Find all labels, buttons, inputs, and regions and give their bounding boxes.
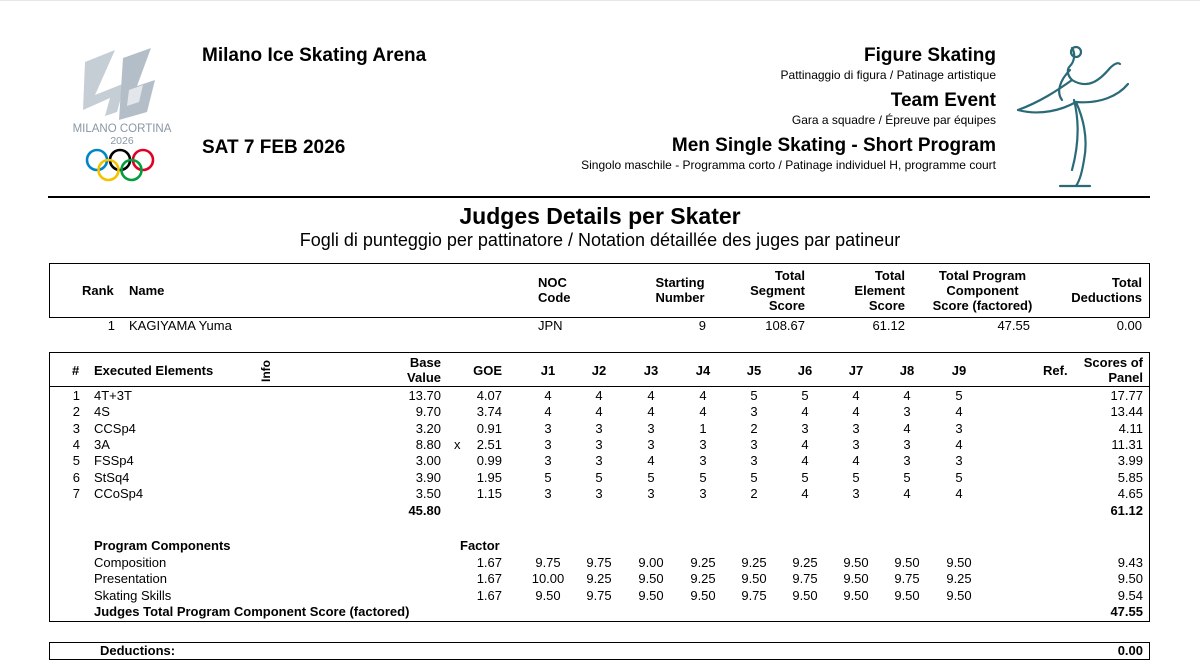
skater-rank: 1 — [107, 318, 115, 333]
component-judge-score: 9.50 — [535, 587, 561, 603]
element-judge-score: 3 — [801, 420, 809, 436]
element-judge-score: 3 — [699, 485, 707, 501]
figure-skating-pictogram — [1010, 40, 1145, 190]
element-base-value: 3.20 — [415, 420, 441, 436]
element-panel-score: 17.77 — [1110, 388, 1143, 403]
element-goe: 2.51 — [476, 436, 502, 452]
page-title: Judges Details per Skater — [459, 203, 741, 229]
element-number: 1 — [72, 388, 80, 403]
col-name: Name — [129, 283, 165, 298]
component-judge-score: 9.50 — [792, 587, 818, 603]
component-judge-score: 9.00 — [638, 555, 664, 570]
element-judge-score: 2 — [750, 485, 758, 501]
col-tss-3: Score — [768, 298, 805, 313]
element-judge-score: 4 — [647, 453, 655, 469]
component-judge-score: 10.00 — [531, 571, 565, 587]
element-judge-score: 3 — [544, 436, 552, 452]
element-panel-score: 11.31 — [1111, 436, 1143, 452]
element-judge-score: 4 — [903, 420, 911, 436]
component-judge-score: 9.50 — [946, 555, 972, 570]
component-judge-score: 9.25 — [690, 571, 716, 587]
component-judge-score: 9.50 — [946, 587, 972, 603]
component-judge-score: 9.25 — [792, 555, 818, 570]
element-panel-score: 4.11 — [1118, 420, 1143, 436]
element-judge-score: 3 — [595, 436, 603, 452]
col-tes-1: Total — [874, 268, 905, 283]
element-judge-score: 3 — [852, 485, 860, 501]
sport-title: Figure Skating — [864, 45, 996, 66]
component-judge-score: 9.50 — [843, 571, 869, 587]
elem-col-j9: J9 — [951, 363, 967, 378]
elements-base-total: 45.80 — [408, 503, 441, 518]
element-judge-score: 1 — [699, 420, 707, 436]
col-start-1: Starting — [655, 275, 705, 290]
deductions-label: Deductions: — [100, 643, 176, 658]
component-factor: 1.67 — [476, 555, 502, 570]
col-pcs-2: Component — [946, 283, 1019, 298]
element-panel-score: 13.44 — [1110, 404, 1143, 420]
element-judge-score: 3 — [647, 420, 655, 436]
elem-col-j5: J5 — [746, 363, 762, 378]
event-subtitle: Gara a squadre / Épreuve par équipes — [791, 113, 996, 127]
element-name: CCSp4 — [94, 420, 136, 436]
element-judge-score: 3 — [852, 420, 860, 436]
element-judge-score: 3 — [595, 485, 603, 501]
component-judge-score: 9.50 — [894, 587, 920, 603]
element-judge-score: 3 — [595, 453, 603, 469]
element-name: StSq4 — [94, 469, 130, 485]
col-ded-2: Deductions — [1071, 290, 1142, 305]
elem-col-panel-2: Panel — [1108, 370, 1143, 385]
logo-text: MILANO CORTINA — [72, 123, 172, 135]
element-base-value: 3.90 — [415, 469, 441, 485]
element-judge-score: 3 — [903, 436, 911, 452]
element-goe: 4.07 — [476, 388, 502, 403]
header-rule — [48, 196, 1150, 198]
skater-noc: JPN — [538, 318, 563, 333]
component-judge-score: 9.25 — [741, 555, 767, 570]
element-number: 3 — [72, 420, 80, 436]
element-judge-score: 5 — [801, 388, 809, 403]
component-judge-score: 9.50 — [638, 587, 664, 603]
elem-col-j7: J7 — [848, 363, 864, 378]
element-name: 3A — [94, 436, 110, 452]
component-factor: 1.67 — [476, 571, 502, 587]
component-judge-score: 9.50 — [894, 555, 920, 570]
deductions-value: 0.00 — [1117, 643, 1143, 658]
segment-title: Men Single Skating - Short Program — [671, 135, 996, 156]
element-judge-score: 4 — [595, 404, 603, 420]
components-factor-label: Factor — [460, 538, 500, 553]
element-panel-score: 5.85 — [1117, 469, 1143, 485]
col-tes-3: Score — [868, 298, 905, 313]
component-name: Skating Skills — [94, 587, 172, 603]
element-goe: 0.99 — [476, 453, 502, 469]
element-judge-score: 4 — [647, 388, 655, 403]
component-panel-score: 9.43 — [1117, 555, 1143, 570]
element-judge-score: 4 — [852, 404, 860, 420]
element-judge-score: 5 — [903, 469, 911, 485]
component-name: Presentation — [94, 571, 167, 587]
event-title: Team Event — [890, 90, 996, 111]
element-name: FSSp4 — [94, 453, 134, 469]
skater-pcs: 47.55 — [997, 318, 1030, 333]
component-judge-score: 9.50 — [690, 587, 716, 603]
components-total-value: 47.55 — [1110, 604, 1143, 619]
element-number: 4 — [72, 436, 80, 452]
olympic-rings-icon — [87, 150, 153, 180]
sport-subtitle: Pattinaggio di figura / Patinage artistique — [780, 68, 996, 82]
element-name: CCoSp4 — [94, 485, 144, 501]
element-judge-score: 4 — [801, 404, 809, 420]
element-judge-score: 4 — [903, 485, 911, 501]
element-judge-score: 5 — [852, 469, 860, 485]
component-panel-score: 9.54 — [1117, 587, 1143, 603]
element-judge-score: 3 — [750, 453, 758, 469]
component-judge-score: 9.75 — [741, 587, 767, 603]
element-judge-score: 2 — [750, 420, 758, 436]
element-judge-score: 4 — [647, 404, 655, 420]
element-goe: 1.15 — [476, 485, 502, 501]
col-noc-1: NOC — [538, 275, 567, 290]
element-judge-score: 3 — [750, 436, 758, 452]
elem-col-j2: J2 — [591, 363, 607, 378]
element-base-value: 3.50 — [415, 485, 441, 501]
element-judge-score: 3 — [903, 404, 911, 420]
col-ded-1: Total — [1111, 275, 1142, 290]
venue-name: Milano Ice Skating Arena — [202, 45, 427, 66]
component-judge-score: 9.25 — [586, 571, 612, 587]
segment-subtitle: Singolo maschile - Programma corto / Patinage individuel H, programme court — [581, 158, 996, 172]
element-base-value: 9.70 — [415, 404, 441, 420]
components-heading: Program Components — [94, 538, 231, 553]
element-judge-score: 3 — [647, 485, 655, 501]
component-judge-score: 9.75 — [894, 571, 920, 587]
elem-col-j4: J4 — [695, 363, 711, 378]
element-judge-score: 5 — [544, 469, 552, 485]
element-judge-score: 4 — [801, 453, 809, 469]
component-judge-score: 9.50 — [741, 571, 767, 587]
components-total-label: Judges Total Program Component Score (factored) — [94, 604, 410, 619]
element-judge-score: 4 — [955, 404, 963, 420]
element-bonus-mark: x — [454, 436, 461, 452]
skater-tes: 61.12 — [872, 318, 905, 333]
element-number: 5 — [72, 453, 80, 469]
col-tss-1: Total — [774, 268, 805, 283]
component-judge-score: 9.75 — [586, 587, 612, 603]
skater-start-number: 9 — [698, 318, 706, 333]
element-panel-score: 3.99 — [1117, 453, 1143, 469]
element-judge-score: 5 — [750, 469, 758, 485]
col-start-2: Number — [655, 290, 705, 305]
element-judge-score: 3 — [955, 420, 963, 436]
elem-col-info: Info — [259, 360, 273, 382]
col-tes-2: Element — [854, 283, 905, 298]
element-judge-score: 4 — [955, 436, 963, 452]
elem-col-goe: GOE — [473, 363, 502, 378]
element-judge-score: 3 — [750, 404, 758, 420]
element-base-value: 3.00 — [415, 453, 441, 469]
skater-name: KAGIYAMA Yuma — [129, 318, 232, 333]
element-judge-score: 3 — [647, 436, 655, 452]
element-judge-score: 5 — [955, 388, 963, 403]
element-base-value: 13.70 — [408, 388, 441, 403]
element-judge-score: 3 — [955, 453, 963, 469]
component-judge-score: 9.75 — [586, 555, 612, 570]
skater-tss: 108.67 — [765, 318, 805, 333]
top-border — [0, 0, 1200, 1]
element-goe: 0.91 — [476, 420, 502, 436]
element-judge-score: 3 — [903, 453, 911, 469]
element-judge-score: 5 — [801, 469, 809, 485]
element-judge-score: 3 — [544, 420, 552, 436]
component-judge-score: 9.75 — [792, 571, 818, 587]
element-name: 4T+3T — [94, 388, 132, 403]
col-pcs-1: Total Program — [938, 268, 1027, 283]
element-judge-score: 3 — [544, 485, 552, 501]
col-noc-2: Code — [538, 290, 571, 305]
element-judge-score: 4 — [699, 388, 707, 403]
element-judge-score: 4 — [801, 485, 809, 501]
elem-col-elements: Executed Elements — [94, 363, 214, 378]
col-tss-2: Segment — [750, 283, 805, 298]
component-judge-score: 9.50 — [843, 555, 869, 570]
deductions-box — [49, 642, 1150, 660]
element-judge-score: 3 — [595, 420, 603, 436]
element-name: 4S — [94, 404, 110, 420]
component-panel-score: 9.50 — [1117, 571, 1143, 587]
element-judge-score: 5 — [955, 469, 963, 485]
element-panel-score: 4.65 — [1117, 485, 1143, 501]
elem-col-j3: J3 — [643, 363, 659, 378]
logo-mark-m26 — [83, 48, 155, 120]
logo-year: 2026 — [110, 135, 134, 147]
element-judge-score: 3 — [699, 436, 707, 452]
page-subtitle: Fogli di punteggio per pattinatore / Notation détaillée des juges par patineur — [299, 230, 901, 250]
elem-col-base-2: Value — [407, 370, 441, 385]
elem-col-j8: J8 — [899, 363, 915, 378]
elem-col-j1: J1 — [540, 363, 556, 378]
elements-header-divider — [50, 386, 1149, 387]
element-judge-score: 4 — [955, 485, 963, 501]
element-judge-score: 4 — [852, 388, 860, 403]
element-judge-score: 3 — [544, 453, 552, 469]
element-judge-score: 4 — [595, 388, 603, 403]
element-judge-score: 5 — [647, 469, 655, 485]
elem-col-ref: Ref. — [1043, 363, 1068, 378]
element-judge-score: 5 — [595, 469, 603, 485]
component-judge-score: 9.25 — [690, 555, 716, 570]
element-number: 2 — [72, 404, 80, 420]
col-pcs-3: Score (factored) — [932, 298, 1033, 313]
component-name: Composition — [94, 555, 167, 570]
event-date: SAT 7 FEB 2026 — [202, 137, 346, 158]
elem-col-j6: J6 — [797, 363, 813, 378]
element-judge-score: 3 — [699, 453, 707, 469]
component-judge-score: 9.25 — [946, 571, 972, 587]
element-goe: 3.74 — [476, 404, 502, 420]
skater-deductions: 0.00 — [1116, 318, 1142, 333]
elements-panel-total: 61.12 — [1110, 503, 1143, 518]
element-judge-score: 3 — [852, 436, 860, 452]
element-judge-score: 4 — [903, 388, 911, 403]
element-number: 6 — [72, 469, 80, 485]
element-judge-score: 4 — [544, 404, 552, 420]
element-judge-score: 4 — [699, 404, 707, 420]
component-judge-score: 9.50 — [638, 571, 664, 587]
component-judge-score: 9.50 — [843, 587, 869, 603]
component-factor: 1.67 — [476, 587, 502, 603]
elem-col-base-1: Base — [409, 355, 441, 370]
element-judge-score: 5 — [750, 388, 758, 403]
element-judge-score: 4 — [544, 388, 552, 403]
milano-cortina-logo — [55, 40, 190, 190]
col-rank: Rank — [82, 283, 114, 298]
element-judge-score: 5 — [699, 469, 707, 485]
element-goe: 1.95 — [476, 469, 502, 485]
component-judge-score: 9.75 — [535, 555, 561, 570]
element-number: 7 — [72, 485, 80, 501]
elem-col-panel-1: Scores of — [1083, 355, 1143, 370]
element-judge-score: 4 — [801, 436, 809, 452]
elem-col-num: # — [72, 363, 80, 378]
element-base-value: 8.80 — [415, 436, 441, 452]
element-judge-score: 4 — [852, 453, 860, 469]
